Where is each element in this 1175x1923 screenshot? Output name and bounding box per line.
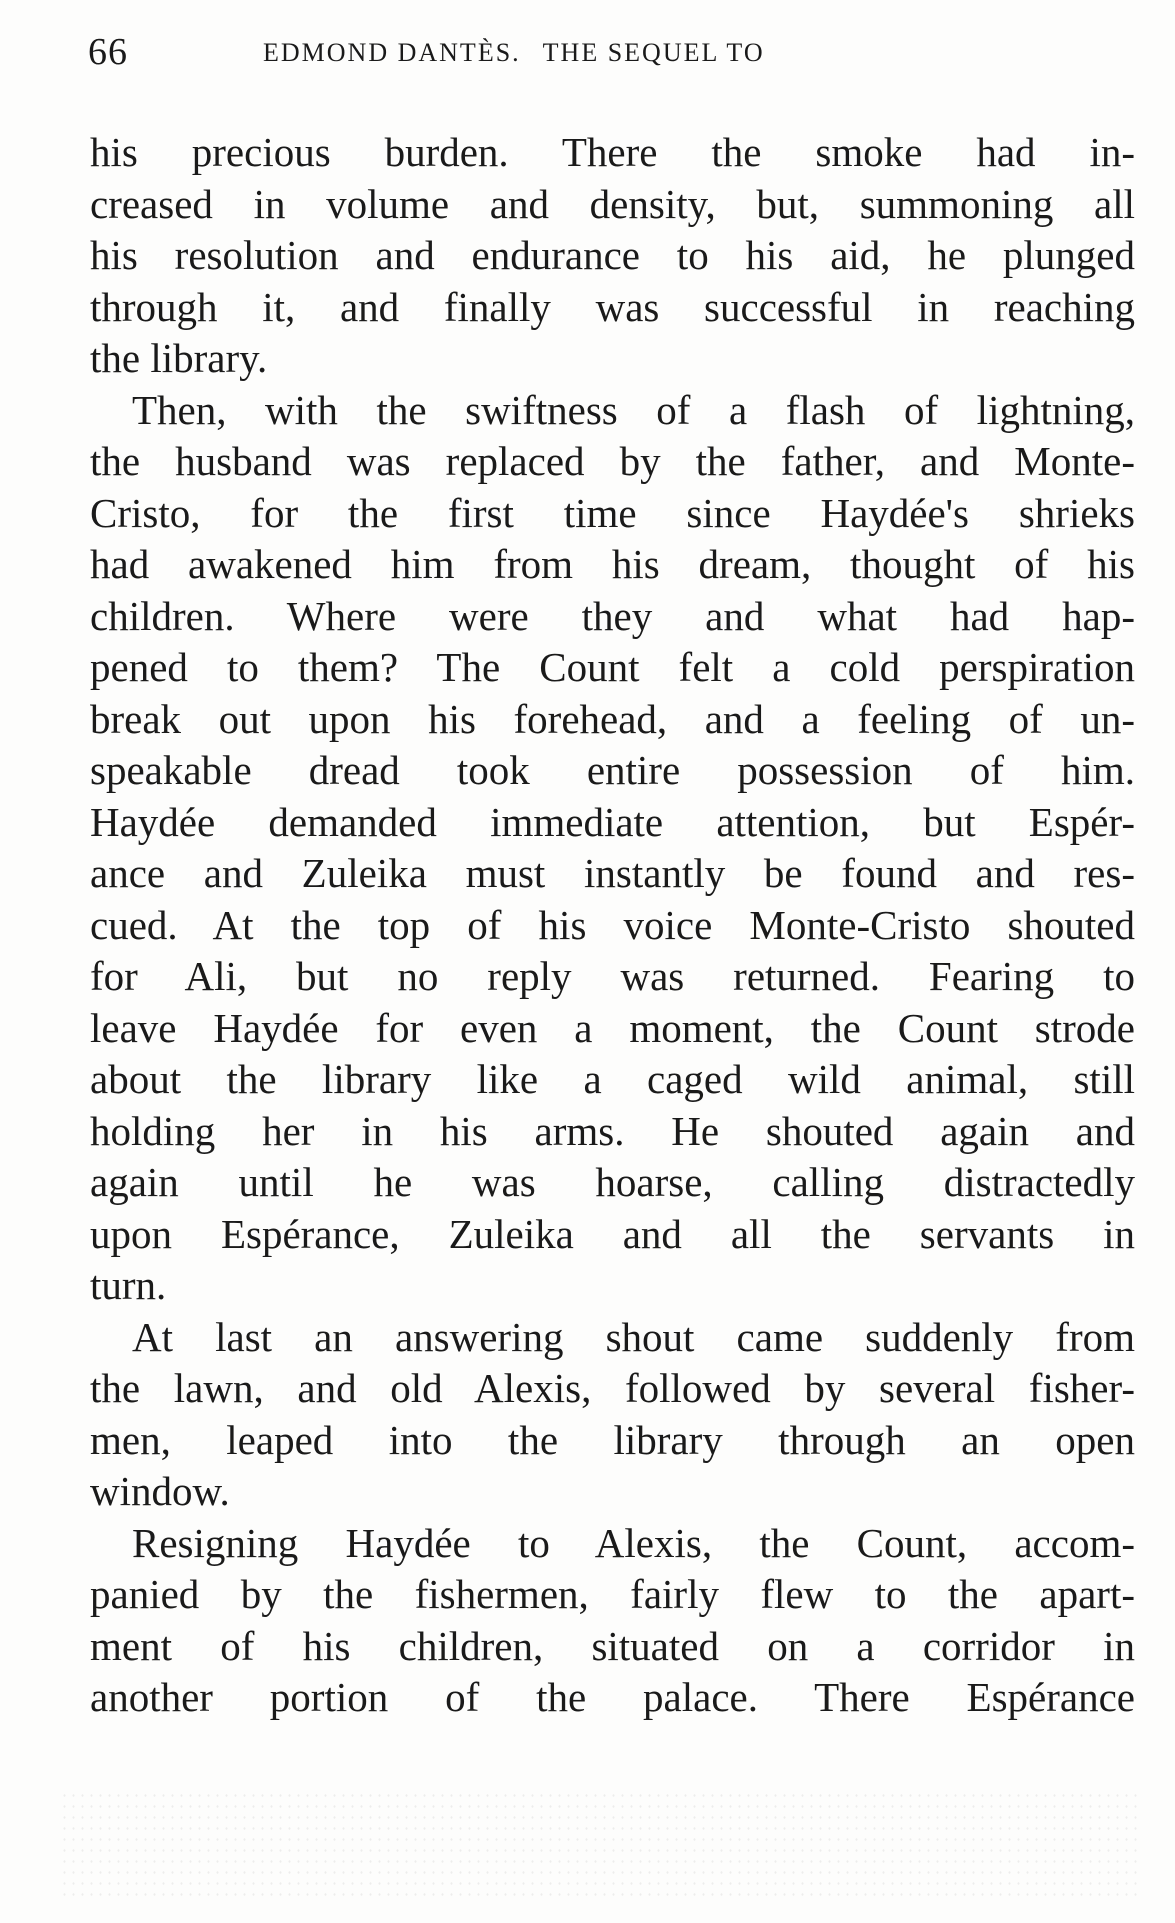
text-line: the lawn, and old Alexis, followed by several fisher- [90,1365,1135,1411]
text-line: break out upon his forehead, and a feeling of un- [90,695,1135,742]
body-text [90,127,1135,1724]
text-line: the library. [90,335,268,381]
text-line: men, leaped into the library through an open [90,1416,1135,1463]
running-head-title: EDMOND DANTÈS. [263,38,521,67]
text-line: holding her in his arms. He shouted again and [90,1107,1135,1154]
text-line: had awakened him from his dream, thought of his [90,541,1135,587]
running-head-subtitle: THE SEQUEL TO [542,38,765,67]
text-line: panied by the fishermen, fairly flew to the apart- [90,1571,1135,1617]
text-line: through it, and finally was successful in reaching [90,283,1135,330]
page-number: 66 [88,31,128,73]
text-line: for Ali, but no reply was returned. Fearing to [90,953,1135,999]
running-head [263,38,787,68]
text-line: Cristo, for the first time since Haydée's shrieks [90,489,1135,536]
text-line: again until he was hoarse, calling distractedly [90,1159,1135,1205]
text-line: pened to them? The Count felt a cold perspiration [90,644,1135,690]
text-line: his precious burden. There the smoke had in- [90,129,1135,175]
text-line: Resigning Haydée to Alexis, the Count, accom- [132,1519,1135,1566]
text-line: his resolution and endurance to his aid, he plunged [90,232,1135,278]
text-line: leave Haydée for even a moment, the Count strode [90,1004,1135,1051]
paper-speckle [60,1790,1140,1900]
text-line: turn. [90,1262,167,1308]
text-line: ment of his children, situated on a corridor in [90,1622,1135,1669]
text-line: Haydée demanded immediate attention, but Espér- [90,798,1135,845]
text-line: speakable dread took entire possession of him. [90,747,1135,793]
text-line: about the library like a caged wild animal, still [90,1056,1135,1102]
text-line: creased in volume and density, but, summoning all [90,180,1135,227]
page-header [88,30,1088,80]
text-line: another portion of the palace. There Espérance [90,1674,1135,1720]
text-line: window. [90,1468,230,1514]
text-line: Then, with the swiftness of a flash of lightning, [132,386,1135,433]
text-line: ance and Zuleika must instantly be found and res- [90,850,1135,896]
text-line: At last an answering shout came suddenly from [132,1313,1135,1360]
text-line: cued. At the top of his voice Monte-Cristo shouted [90,901,1135,948]
text-line: upon Espérance, Zuleika and all the servants in [90,1210,1135,1257]
text-line: the husband was replaced by the father, and Monte- [90,438,1135,484]
text-line: children. Where were they and what had hap- [90,592,1135,639]
